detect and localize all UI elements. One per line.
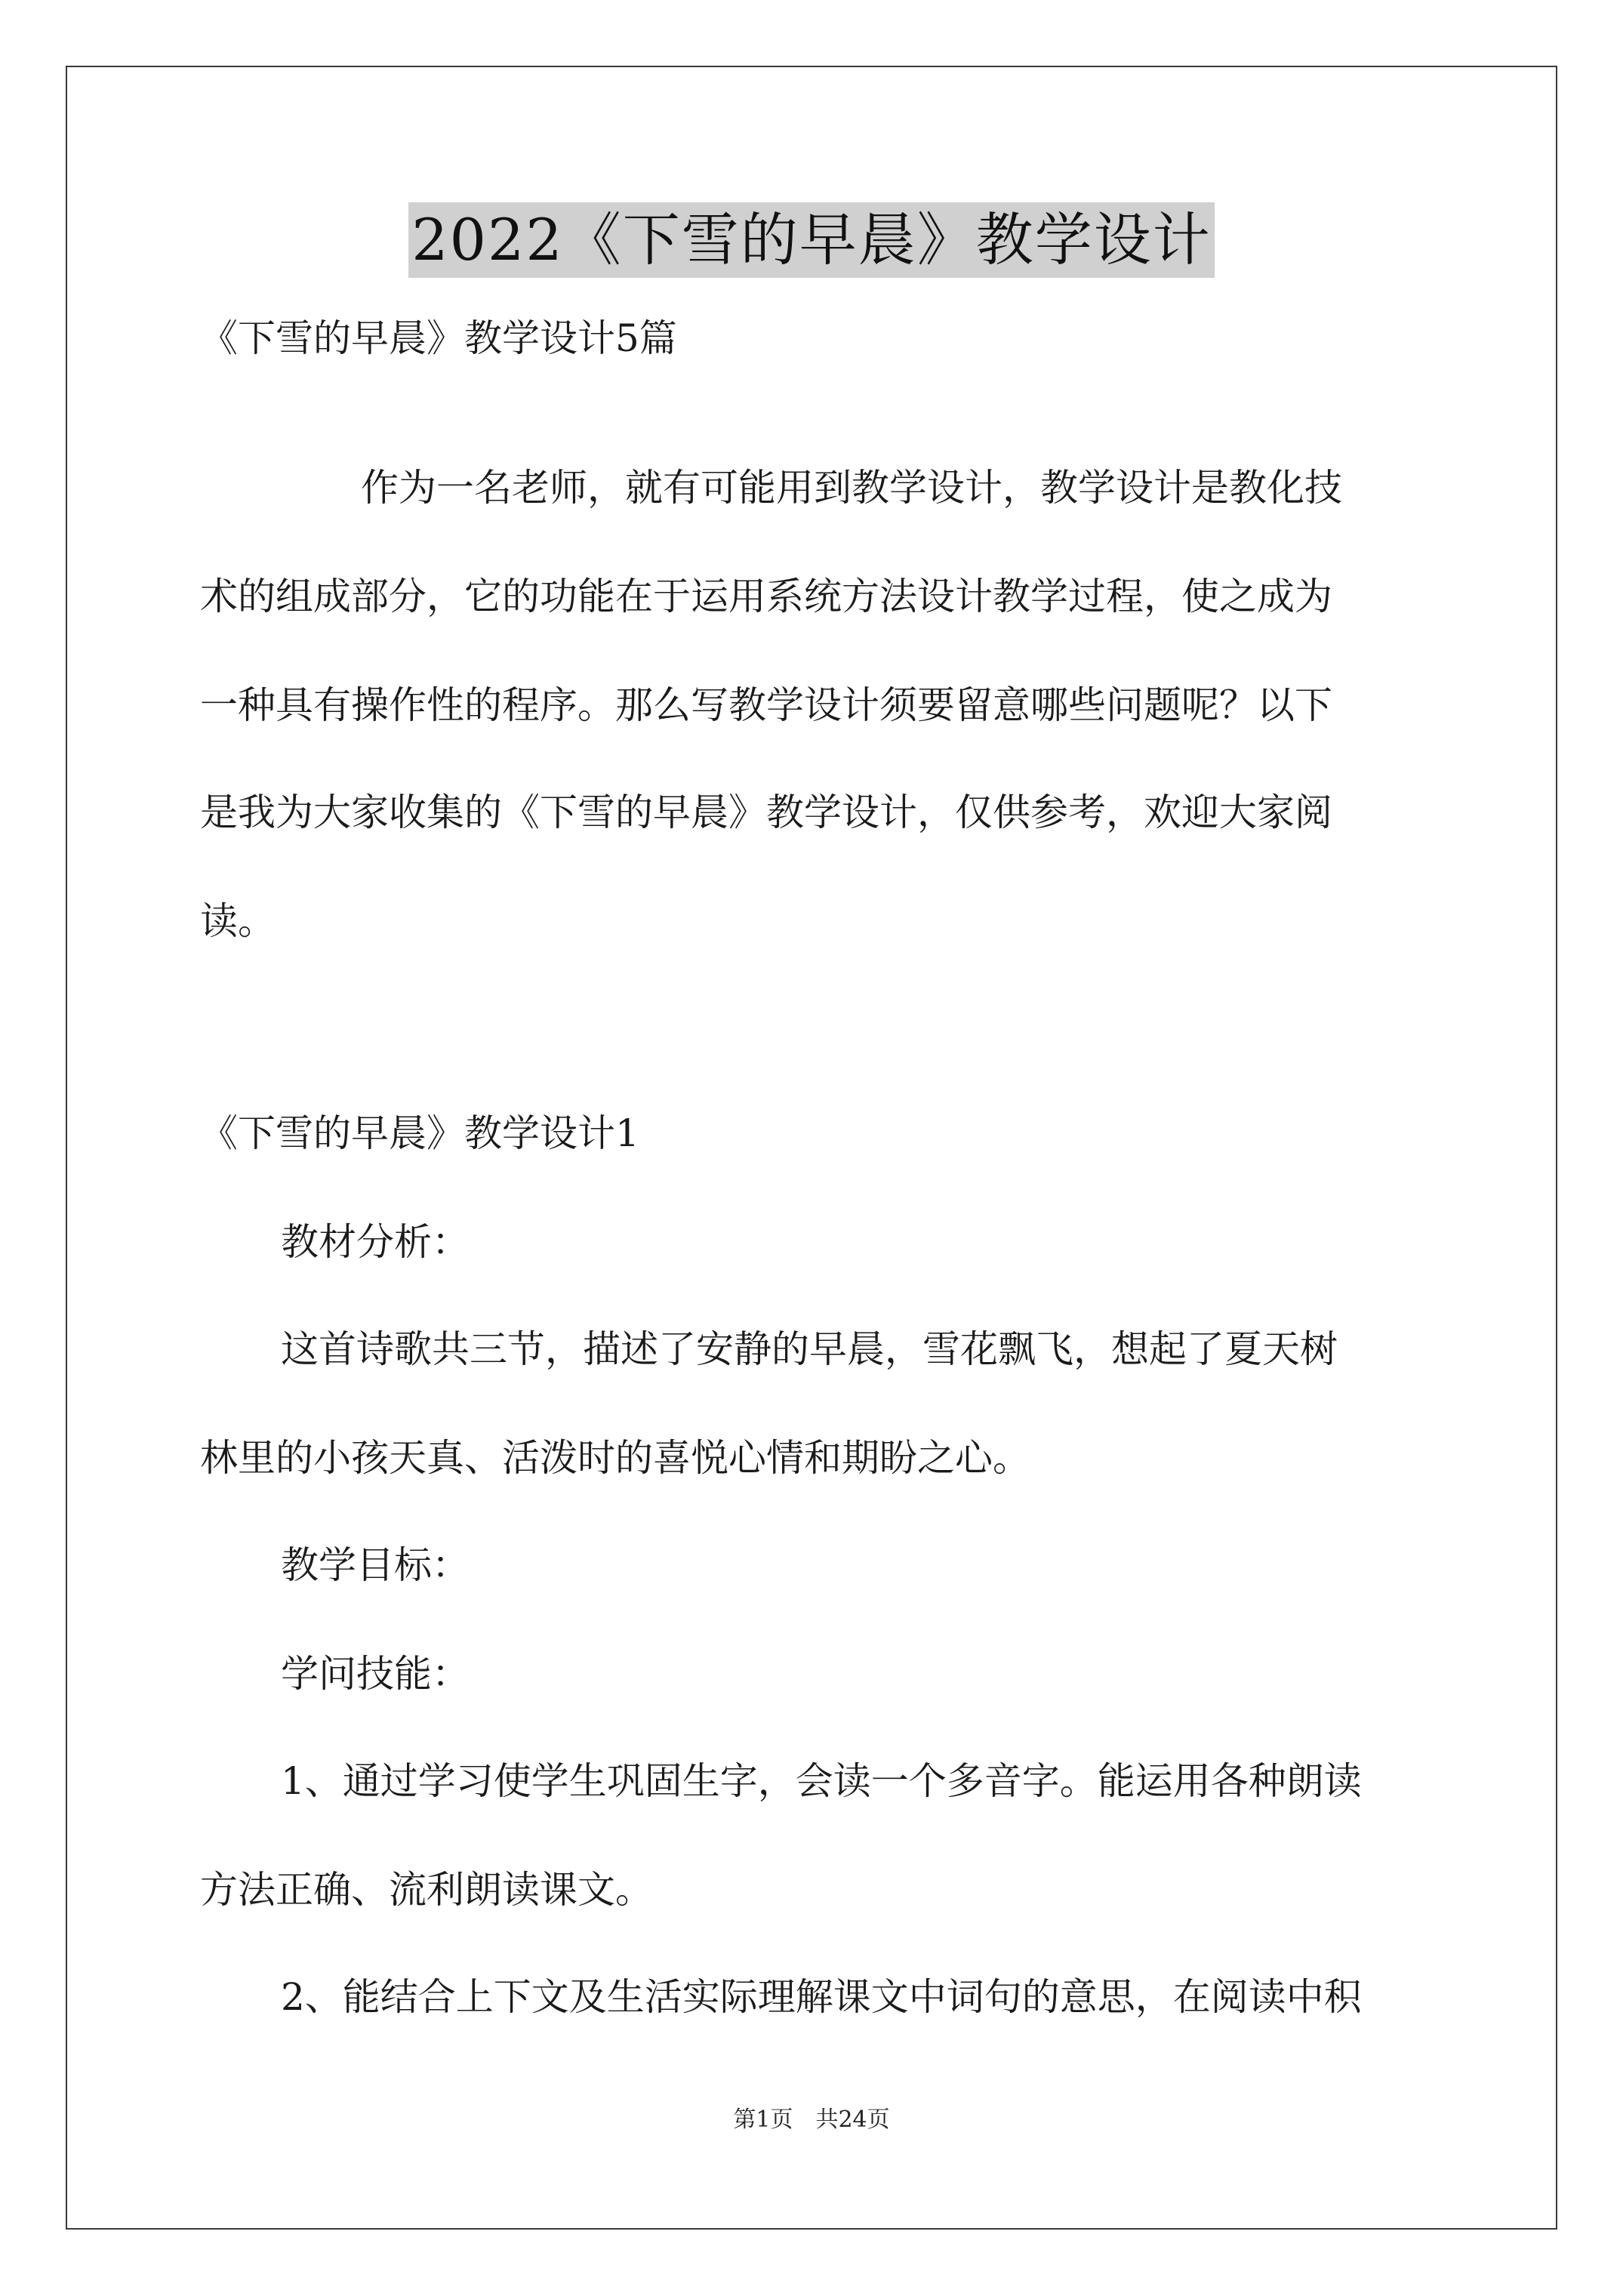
intro-line: 作为一名老师，就有可能用到教学设计，教学设计是教化技 — [361, 466, 1342, 510]
body-line: 方法正确、流利朗读课文。 — [200, 1868, 653, 1912]
body-line: 教学目标： — [281, 1543, 470, 1587]
intro-line: 读。 — [200, 899, 276, 943]
body-line: 2、能结合上下文及生活实际理解课文中词句的意思，在阅读中积 — [281, 1975, 1362, 2019]
intro-line: 术的组成部分，它的功能在于运用系统方法设计教学过程，使之成为 — [200, 575, 1332, 618]
section-heading: 《下雪的早晨》教学设计1 — [200, 1111, 639, 1155]
body-line: 学问技能： — [281, 1652, 470, 1696]
body-line: 林里的小孩天真、活泼时的喜悦心情和期盼之心。 — [200, 1436, 1030, 1480]
title-container — [0, 202, 1623, 278]
page-number-footer: 第1页 共24页 — [733, 2106, 890, 2133]
body-line: 1、通过学习使学生巩固生字，会读一个多音字。能运用各种朗读 — [281, 1759, 1362, 1803]
intro-line: 是我为大家收集的《下雪的早晨》教学设计，仅供参考，欢迎大家阅 — [200, 791, 1332, 834]
body-line: 教材分析： — [281, 1220, 470, 1264]
document-subtitle: 《下雪的早晨》教学设计5篇 — [200, 316, 677, 360]
body-line: 这首诗歌共三节，描述了安静的早晨，雪花飘飞，想起了夏天树 — [281, 1327, 1338, 1371]
intro-line: 一种具有操作性的程序。那么写教学设计须要留意哪些问题呢？以下 — [200, 683, 1332, 727]
document-title: 2022《下雪的早晨》教学设计 — [408, 202, 1214, 278]
